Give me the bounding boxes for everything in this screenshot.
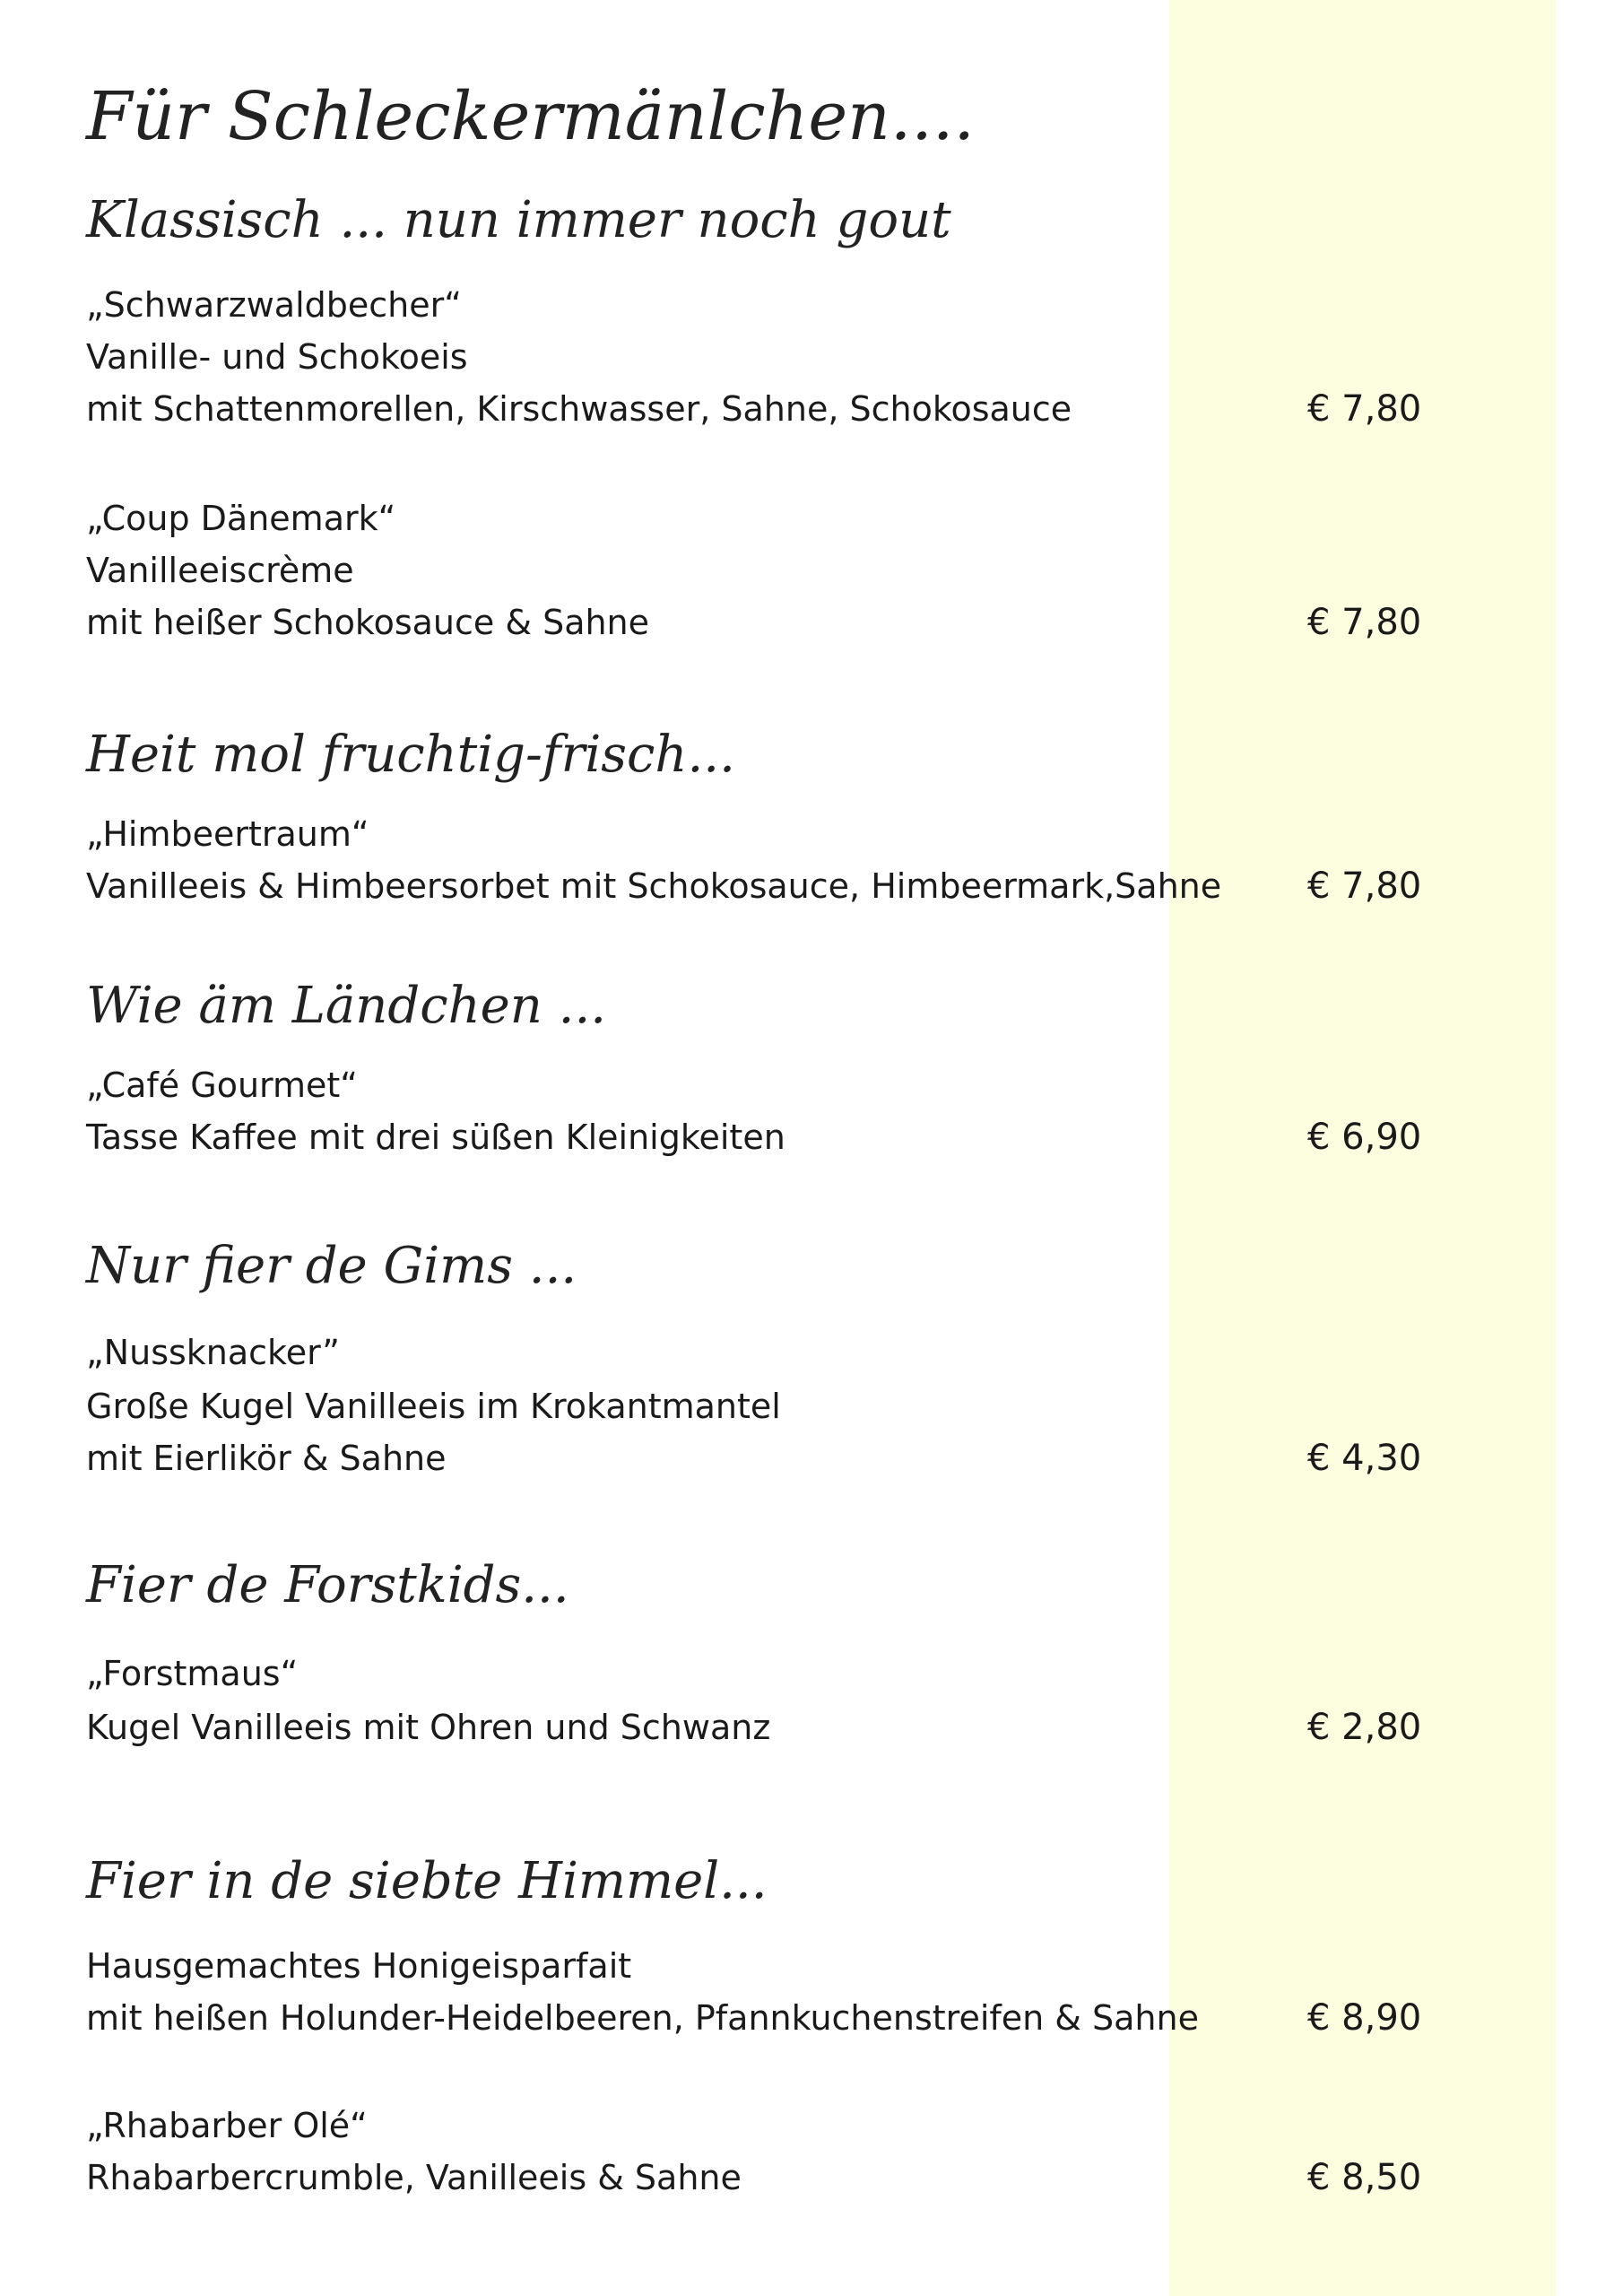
item-description: Vanilleeiscrème xyxy=(86,551,354,590)
item-name-cafe-gourmet: „Café Gourmet“ xyxy=(86,1065,358,1105)
item-description: Vanilleeis & Himbeersorbet mit Schokosauce, Himbeermark,Sahne xyxy=(86,866,1222,906)
item-description: Kugel Vanilleeis mit Ohren und Schwanz xyxy=(86,1708,771,1747)
item-name-schwarzwaldbecher: „Schwarzwaldbecher“ xyxy=(86,285,462,325)
section-heading-klassisch: Klassisch ... nun immer noch gout xyxy=(86,191,951,249)
section-heading-gims: Nur fier de Gims ... xyxy=(86,1237,577,1295)
item-name-forstmaus: „Forstmaus“ xyxy=(86,1654,299,1693)
item-description: Große Kugel Vanilleeis im Krokantmantel xyxy=(86,1387,781,1426)
item-price: € 7,80 xyxy=(1307,602,1422,643)
section-heading-forstkids: Fier de Forstkids... xyxy=(86,1556,569,1614)
item-price: € 8,90 xyxy=(1307,1997,1422,2039)
menu-page xyxy=(86,0,1485,2296)
item-price: € 4,30 xyxy=(1307,1438,1422,1479)
item-description: mit heißen Holunder-Heidelbeeren, Pfannkuchenstreifen & Sahne xyxy=(86,1998,1199,2038)
item-description: mit Eierlikör & Sahne xyxy=(86,1439,447,1478)
page-title: Für Schleckermänlchen.... xyxy=(86,78,975,155)
item-name-himbeertraum: „Himbeertraum“ xyxy=(86,814,369,854)
item-name-nussknacker: „Nussknacker” xyxy=(86,1333,340,1372)
item-price: € 2,80 xyxy=(1307,1707,1422,1748)
item-price: € 7,80 xyxy=(1307,865,1422,907)
item-name-rhabarber-ole: „Rhabarber Olé“ xyxy=(86,2106,368,2145)
section-heading-laendchen: Wie äm Ländchen ... xyxy=(86,977,607,1035)
item-price: € 8,50 xyxy=(1307,2157,1422,2198)
section-heading-himmel: Fier in de siebte Himmel... xyxy=(86,1852,768,1910)
item-description: Tasse Kaffee mit drei süßen Kleinigkeiten xyxy=(86,1118,785,1157)
item-description: Rhabarbercrumble, Vanilleeis & Sahne xyxy=(86,2158,742,2197)
item-price: € 6,90 xyxy=(1307,1117,1422,1158)
item-name-honigeisparfait: Hausgemachtes Honigeisparfait xyxy=(86,1946,632,1986)
item-name-coup-daenemark: „Coup Dänemark“ xyxy=(86,499,396,538)
section-heading-fruchtig: Heit mol fruchtig-frisch... xyxy=(86,726,735,784)
item-description: mit heißer Schokosauce & Sahne xyxy=(86,603,650,642)
item-price: € 7,80 xyxy=(1307,388,1422,430)
item-description: mit Schattenmorellen, Kirschwasser, Sahne, Schokosauce xyxy=(86,389,1072,429)
item-description: Vanille- und Schokoeis xyxy=(86,337,468,377)
